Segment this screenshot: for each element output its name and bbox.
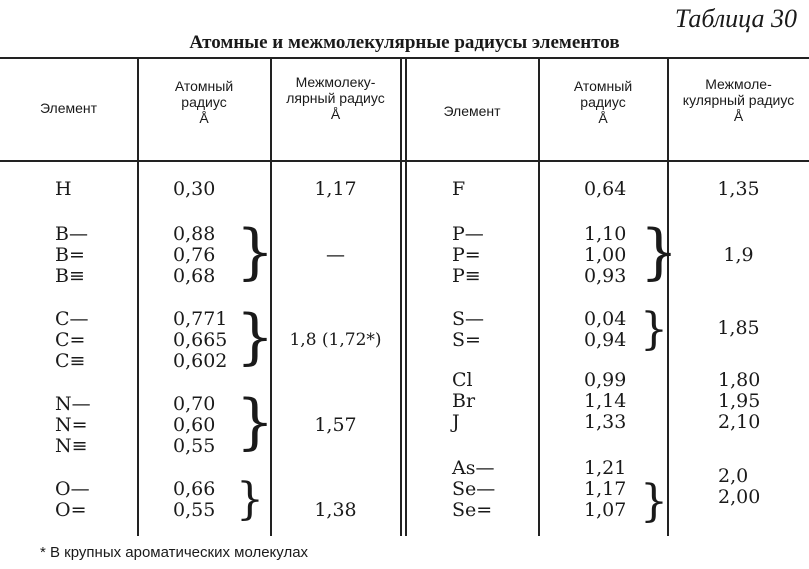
intermolecular-radius-cell: 1,35 (717, 178, 760, 200)
atomic-radius-cell: 1,10 1,00 0,93 (584, 223, 627, 287)
brace-icon: } (236, 387, 275, 457)
element-cell: C— C= C≡ (55, 308, 89, 372)
atomic-radius-cell: 0,64 (584, 178, 627, 200)
col-divider-1 (137, 58, 139, 536)
atomic-radius-cell: 1,21 1,17 1,07 (584, 457, 627, 521)
element-cell: N— N= N≡ (55, 393, 91, 457)
intermolecular-radius-cell: 1,8 (1,72*) (289, 330, 382, 350)
table-number: Таблица 30 (674, 4, 797, 33)
table-title: Атомные и межмолекулярные радиусы элементов (189, 32, 620, 53)
header-intermolecular-radius: Межмолеку- лярный радиус Å (286, 74, 385, 122)
atomic-radius-cell: 0,30 (173, 178, 216, 200)
atomic-radius-cell: 0,88 0,76 0,68 (173, 223, 216, 287)
element-cell: S— S= (452, 308, 485, 351)
header-element: Элемент (39, 100, 98, 116)
element-cell: H (55, 178, 72, 200)
header-intermolecular-radius-right: Межмоле- кулярный радиус Å (682, 76, 795, 124)
brace-icon: } (640, 304, 668, 355)
col-divider-2 (270, 58, 272, 536)
col-divider-5 (667, 58, 669, 536)
header-element-right: Элемент (443, 103, 501, 119)
brace-icon: } (640, 217, 679, 287)
footnote: * В крупных ароматических молекулах (40, 544, 309, 561)
brace-icon: } (236, 217, 275, 287)
intermolecular-radius-cell: 1,85 (717, 317, 760, 339)
atomic-radius-cell: 0,99 1,14 1,33 (584, 369, 627, 433)
double-divider-a (400, 58, 402, 536)
header-atomic-radius-right: Атомный радиус Å (573, 78, 633, 126)
col-divider-4 (538, 58, 540, 536)
intermolecular-radius-cell: 1,9 (723, 244, 754, 266)
element-cell: B— B= B≡ (55, 223, 88, 287)
intermolecular-radius-cell: 1,80 1,95 2,10 (718, 369, 761, 433)
brace-icon: } (236, 302, 275, 372)
element-cell: O— O= (55, 478, 90, 521)
intermolecular-radius-cell: 2,0 2,00 (718, 465, 761, 508)
atomic-radius-cell: 0,66 0,55 (173, 478, 216, 521)
element-cell: Cl Br J (452, 369, 476, 433)
double-divider-b (405, 58, 407, 536)
atomic-radius-cell: 0,70 0,60 0,55 (173, 393, 216, 457)
atomic-radius-cell: 0,771 0,665 0,602 (173, 308, 228, 372)
element-cell: As— Se— Se= (452, 457, 496, 521)
intermolecular-radius-cell: — (326, 244, 345, 266)
element-cell: F (452, 178, 466, 200)
intermolecular-radius-cell: 1,38 (314, 499, 357, 521)
brace-icon: } (640, 476, 668, 527)
intermolecular-radius-cell: 1,57 (314, 414, 357, 436)
intermolecular-radius-cell: 1,17 (314, 178, 357, 200)
atomic-radius-cell: 0,04 0,94 (584, 308, 627, 351)
brace-icon: } (236, 474, 264, 525)
header-atomic-radius: Атомный радиус Å (174, 78, 234, 126)
element-cell: P— P= P≡ (452, 223, 484, 287)
